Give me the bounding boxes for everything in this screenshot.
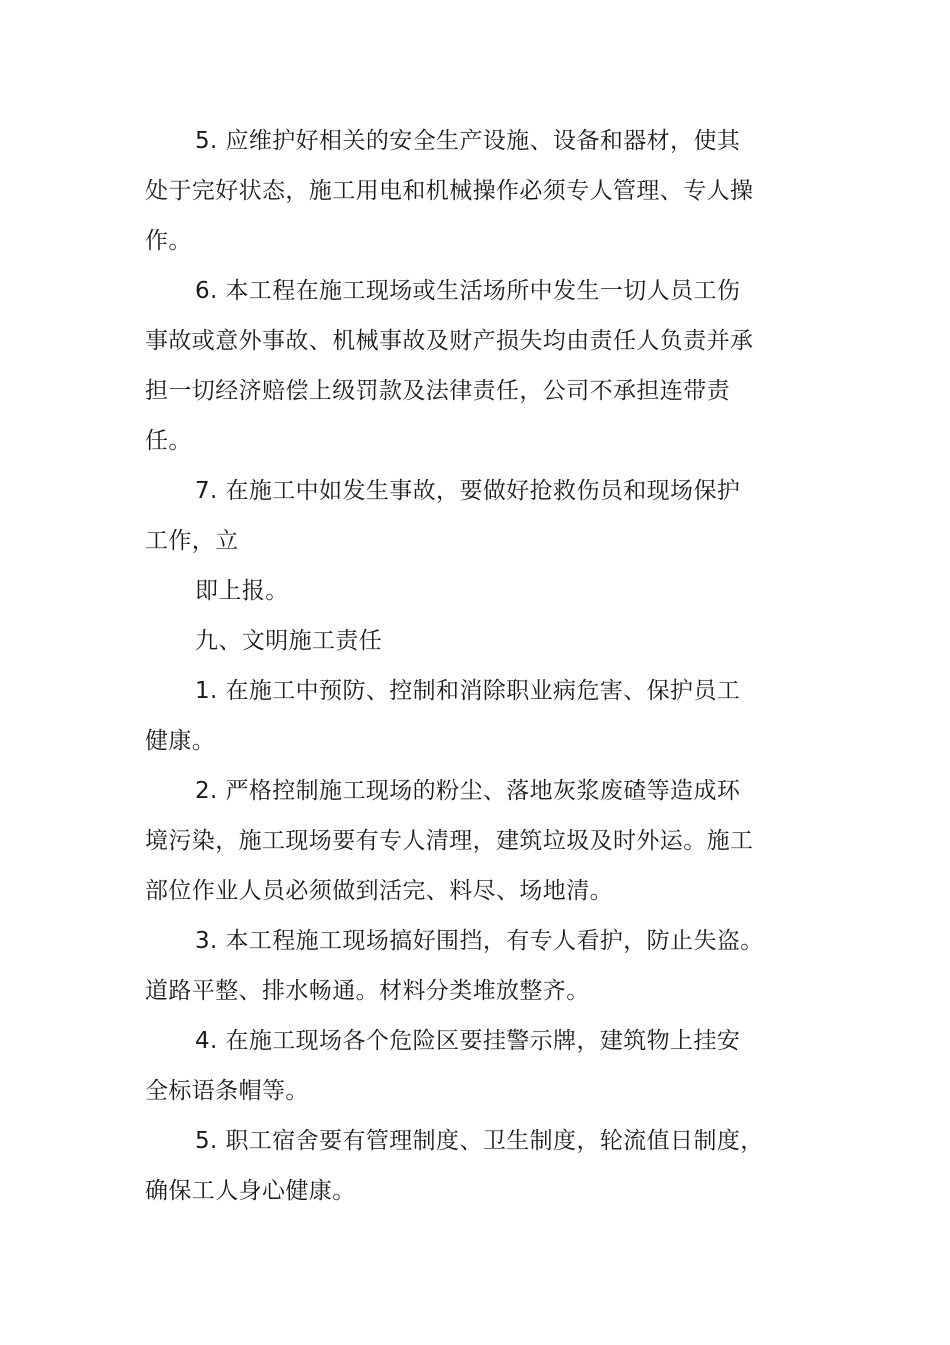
text-line: 3. 本工程施工现场搞好围挡，有专人看护，防止失盗。 <box>195 928 764 954</box>
text-line: 2. 严格控制施工现场的粉尘、落地灰浆废碴等造成环 <box>195 778 741 804</box>
text-line: 任。 <box>145 428 192 454</box>
text-line: 5. 职工宿舍要有管理制度、卫生制度，轮流值日制度， <box>195 1128 764 1154</box>
text-line: 境污染，施工现场要有专人清理，建筑垃圾及时外运。施工 <box>145 828 754 854</box>
text-line: 确保工人身心健康。 <box>145 1178 356 1204</box>
text-line: 全标语条帽等。 <box>145 1078 309 1104</box>
section-heading: 九、文明施工责任 <box>195 628 383 654</box>
text-line: 健康。 <box>145 728 216 754</box>
text-line: 事故或意外事故、机械事故及财产损失均由责任人负责并承 <box>145 328 754 354</box>
text-line: 工作，立 <box>145 528 239 554</box>
text-line: 担一切经济赔偿上级罚款及法律责任，公司不承担连带责 <box>145 378 730 404</box>
text-line: 5. 应维护好相关的安全生产设施、设备和器材，使其 <box>195 128 741 154</box>
text-line: 6. 本工程在施工现场或生活场所中发生一切人员工伤 <box>195 278 741 304</box>
text-line: 7. 在施工中如发生事故，要做好抢救伤员和现场保护 <box>195 478 741 504</box>
text-line: 作。 <box>145 228 192 254</box>
text-line: 1. 在施工中预防、控制和消除职业病危害、保护员工 <box>195 678 741 704</box>
text-line: 处于完好状态，施工用电和机械操作必须专人管理、专人操 <box>145 178 754 204</box>
text-line: 部位作业人员必须做到活完、料尽、场地清。 <box>145 878 613 904</box>
text-line: 4. 在施工现场各个危险区要挂警示牌，建筑物上挂安 <box>195 1028 741 1054</box>
text-line: 道路平整、排水畅通。材料分类堆放整齐。 <box>145 978 590 1004</box>
text-line: 即上报。 <box>195 578 289 604</box>
